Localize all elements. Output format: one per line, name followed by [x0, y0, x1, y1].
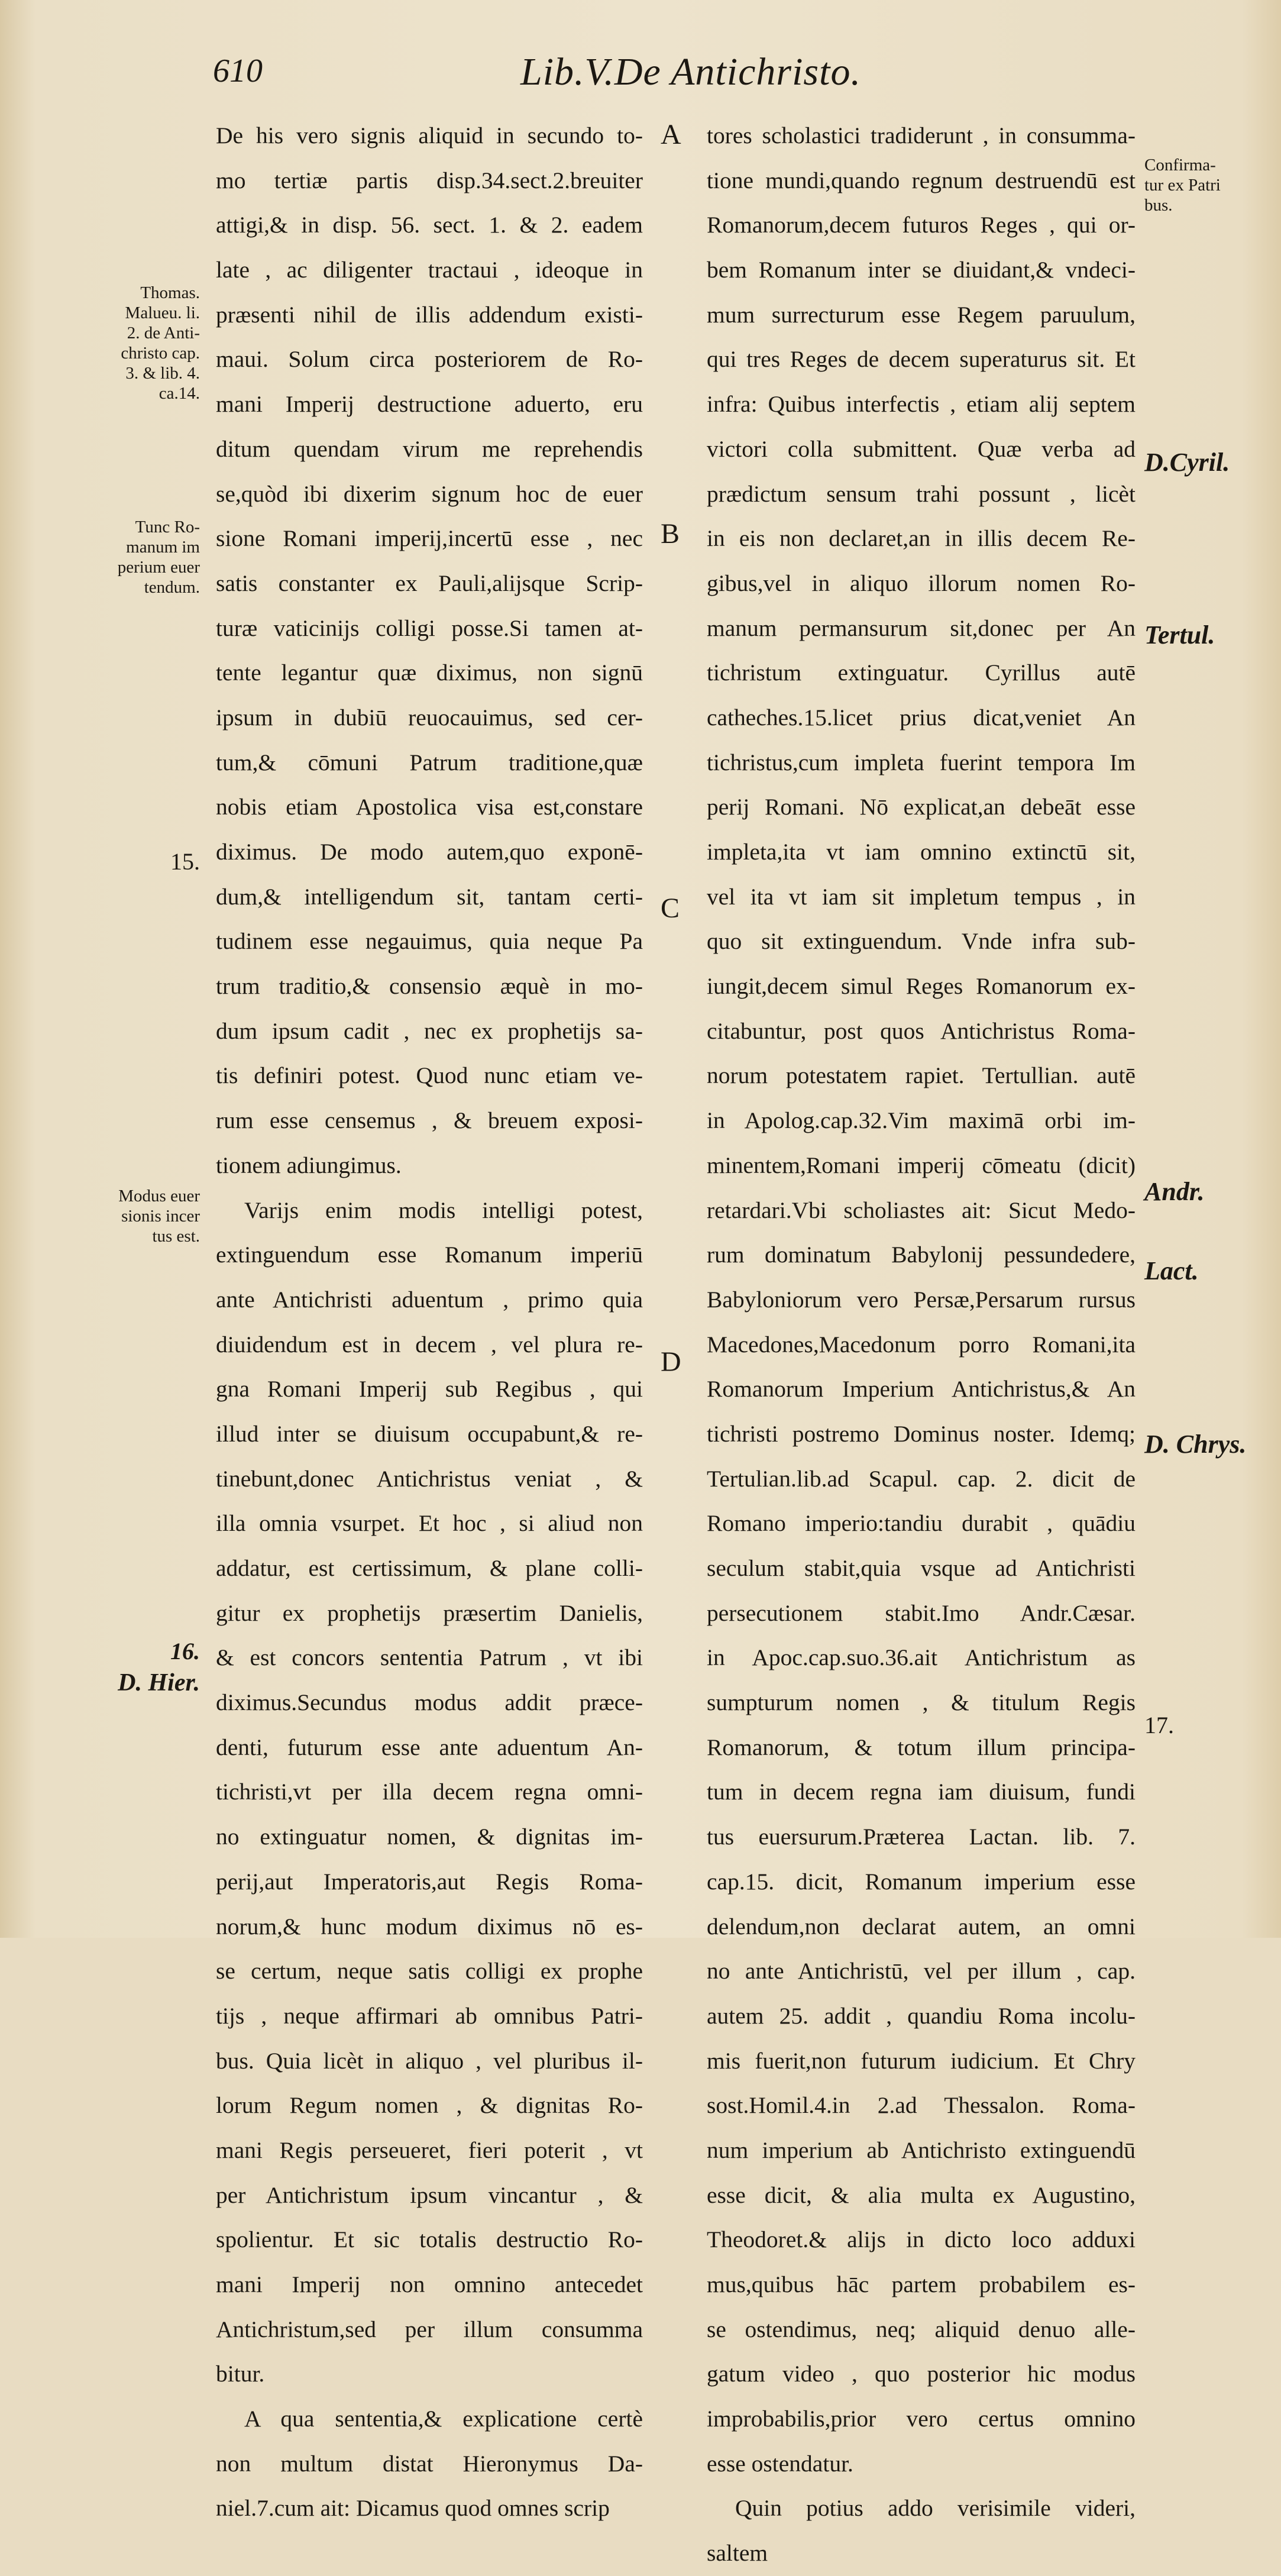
text-line: Romanorum,decem futuros Reges , qui or-	[707, 212, 1136, 238]
text-line: saltem	[707, 2540, 768, 2567]
running-head: Lib.V.De Antichristo.	[520, 50, 861, 93]
text-line: infra: Quibus interfectis , etiam alij septem	[707, 391, 1136, 418]
text-line: extinguendum esse Romanum imperiū	[216, 1242, 643, 1268]
margin-line: sionis incer	[121, 1207, 200, 1226]
text-line: & est concors sententia Patrum , vt ibi	[216, 1644, 643, 1671]
text-line: bus. Quia licèt in aliquo , vel pluribus il-	[216, 2047, 643, 2074]
margin-line: Malueu. li.	[125, 303, 200, 322]
text-line: rum dominatum Babylonij pessundedere,	[707, 1242, 1136, 1268]
text-line: mani Imperij destructione aduerto, eru	[216, 391, 643, 418]
text-line: manum permansurum sit,donec per An	[707, 615, 1136, 641]
text-line: esse dicit, & alia multa ex Augustino,	[707, 2181, 1136, 2208]
page-header	[213, 41, 1218, 101]
text-line: turæ vaticinijs colligi posse.Si tamen at-	[216, 615, 643, 641]
text-line: sost.Homil.4.in 2.ad Thessalon. Roma-	[707, 2092, 1136, 2119]
margin-note-andr: Andr.	[1144, 1177, 1205, 1206]
text-line: tinebunt,donec Antichristus veniat , &	[216, 1465, 643, 1492]
margin-note-modus	[82, 1186, 200, 1246]
text-line: illa omnia vsurpet. Et hoc , si aliud non	[216, 1510, 643, 1537]
text-line: gitur ex prophetijs præsertim Danielis,	[216, 1599, 643, 1626]
text-line: ipsum in dubiū reuocauimus, sed cer-	[216, 704, 643, 731]
text-line: no extinguatur nomen, & dignitas im-	[216, 1824, 643, 1850]
text-line: perij Romani. Nō explicat,an debeāt esse	[707, 794, 1136, 820]
text-line: se ostendimus, neq; aliquid denuo alle-	[707, 2316, 1136, 2342]
text-line: tichristum extinguatur. Cyrillus autē	[707, 660, 1136, 686]
text-line: attigi,& in disp. 56. sect. 1. & 2. eadem	[216, 212, 643, 238]
text-line: mis fuerit,non futurum iudicium. Et Chry	[707, 2047, 1136, 2074]
text-line: tente legantur quæ diximus, non signū	[216, 660, 643, 686]
text-line: per Antichristum ipsum vincantur , &	[216, 2181, 643, 2208]
section-letter-a: A	[661, 119, 681, 150]
margin-line: Tunc Ro-	[135, 518, 200, 536]
text-line: esse ostendatur.	[707, 2450, 853, 2477]
text-line: dum,& intelligendum sit, tantam certi-	[216, 883, 643, 910]
text-line: mani Regis perseueret, fieri poterit , vt	[216, 2137, 643, 2163]
text-line: gatum video , quo posterior hic modus	[707, 2361, 1136, 2387]
text-line: norum potestatem rapiet. Tertullian. autē	[707, 1062, 1136, 1089]
margin-line: perium euer	[117, 558, 200, 577]
text-line: autem 25. addit , quandiu Roma incolu-	[707, 2002, 1136, 2029]
text-line: dum ipsum cadit , nec ex prophetijs sa-	[216, 1017, 643, 1044]
text-line: mus,quibus hāc partem probabilem es-	[707, 2271, 1136, 2297]
text-line: tione mundi,quando regnum destruendū est	[707, 167, 1136, 193]
text-line: norum,& hunc modum diximus nō es-	[216, 1913, 643, 1940]
text-line: tichristi,vt per illa decem regna omni-	[216, 1779, 643, 1805]
margin-note-dhier: D. Hier.	[118, 1669, 200, 1696]
text-line: præsenti nihil de illis addendum existi-	[216, 301, 643, 328]
text-line: delendum,non declarat autem, an omni	[707, 1913, 1136, 1940]
left-text-column	[216, 114, 643, 2531]
text-line: mum surrecturum esse Regem paruulum,	[707, 301, 1136, 328]
text-line: sumpturum nomen , & titulum Regis	[707, 1689, 1136, 1716]
text-line: in Apolog.cap.32.Vim maximā orbi im-	[707, 1107, 1136, 1134]
text-line: addatur, est certissimum, & plane colli-	[216, 1555, 643, 1581]
text-line: mo tertiæ partis disp.34.sect.2.breuiter	[216, 167, 643, 193]
text-line: bitur.	[216, 2361, 265, 2387]
margin-line: Thomas.	[140, 283, 200, 302]
text-line: Tertulian.lib.ad Scapul. cap. 2. dicit de	[707, 1465, 1136, 1492]
margin-line: 3. & lib. 4.	[125, 364, 200, 383]
margin-line: christo cap.	[121, 344, 200, 363]
margin-number-16: 16.	[170, 1638, 200, 1664]
text-line: diuidendum est in decem , vel plura re-	[216, 1331, 643, 1358]
text-line: cap.15. dicit, Romanum imperium esse	[707, 1868, 1136, 1895]
margin-note-thomas	[82, 283, 200, 403]
text-line: no ante Antichristū, vel per illum , cap.	[707, 1958, 1136, 1984]
text-line: mani Imperij non omnino antecedet	[216, 2271, 643, 2297]
text-line: trum traditio,& consensio æquè in mo-	[216, 973, 643, 1000]
text-line: in Apoc.cap.suo.36.ait Antichristum as	[707, 1644, 1136, 1671]
text-line: retardari.Vbi scholiastes ait: Sicut Medo-	[707, 1197, 1136, 1223]
margin-note-tunc	[82, 517, 200, 597]
margin-note-tertul: Tertul.	[1144, 620, 1215, 649]
margin-note-dchrys: D. Chrys.	[1144, 1430, 1247, 1459]
text-line: spolientur. Et sic totalis destructio Ro-	[216, 2226, 643, 2253]
text-line: gibus,vel in aliquo illorum nomen Ro-	[707, 570, 1136, 596]
text-line: tis definiri potest. Quod nunc etiam ve-	[216, 1062, 643, 1089]
text-line: impleta,ita vt iam omnino extinctū sit,	[707, 839, 1136, 865]
text-line: ante Antichristi aduentum , primo quia	[216, 1286, 643, 1313]
text-line: se,quòd ibi dixerim signum hoc de euer	[216, 480, 643, 507]
text-line: lorum Regum nomen , & dignitas Ro-	[216, 2092, 643, 2119]
margin-line: tendum.	[144, 578, 200, 597]
text-line: tionem adiungimus.	[216, 1152, 402, 1178]
text-line: prædictum sensum trahi possunt , licèt	[707, 480, 1136, 507]
text-line: maui. Solum circa posteriorem de Ro-	[216, 346, 643, 373]
text-line: Theodoret.& alijs in dicto loco adduxi	[707, 2226, 1136, 2253]
text-line: improbabilis,prior vero certus omnino	[707, 2406, 1136, 2432]
text-line: qui tres Reges de decem superaturus sit. Et	[707, 346, 1136, 373]
margin-line: tus est.	[152, 1227, 200, 1246]
text-line: tus euersurum.Præterea Lactan. lib. 7.	[707, 1824, 1136, 1850]
text-line: niel.7.cum ait: Dicamus quod omnes scrip	[216, 2495, 610, 2522]
text-line: bem Romanum inter se diuidant,& vndeci-	[707, 257, 1136, 283]
text-line: diximus.Secundus modus addit præce-	[216, 1689, 643, 1716]
margin-number-15: 15.	[170, 848, 200, 875]
text-line: sione Romani imperij,incertū esse , nec	[216, 525, 643, 552]
text-line: gna Romani Imperij sub Regibus , qui	[216, 1376, 643, 1402]
text-line: A qua sententia,& explicatione certè	[244, 2406, 643, 2432]
margin-line: Modus euer	[118, 1187, 200, 1205]
text-line: rum esse censemus , & breuem exposi-	[216, 1107, 643, 1134]
text-line: illud inter se diuisum occupabunt,& re-	[216, 1420, 643, 1447]
text-line: Macedones,Macedonum porro Romani,ita	[707, 1331, 1136, 1358]
text-line: Antichristum,sed per illum consumma	[216, 2316, 643, 2342]
text-line: num imperium ab Antichristo extinguendū	[707, 2137, 1136, 2163]
margin-line: tur ex Patri	[1144, 176, 1221, 195]
margin-line: ca.14.	[158, 384, 200, 403]
text-line: Romano imperio:tandiu durabit , quādiu	[707, 1510, 1136, 1537]
margin-note-lact: Lact.	[1144, 1256, 1199, 1285]
section-letter-d: D	[661, 1346, 681, 1378]
text-line: non multum distat Hieronymus Da-	[216, 2450, 643, 2477]
text-line: seculum stabit,quia vsque ad Antichristi	[707, 1555, 1136, 1581]
text-line: Babyloniorum vero Persæ,Persarum rursus	[707, 1286, 1136, 1313]
text-line: tudinem esse negauimus, quia neque Pa	[216, 928, 643, 955]
text-line: satis constanter ex Pauli,alijsque Scrip-	[216, 570, 643, 596]
text-line: tichristi postremo Dominus noster. Idemq;	[707, 1420, 1136, 1447]
text-line: ditum quendam virum me reprehendis	[216, 435, 643, 462]
margin-number-17: 17.	[1144, 1712, 1174, 1738]
text-line: vel ita vt iam sit impletum tempus , in	[707, 883, 1136, 910]
margin-note-confirm	[1144, 155, 1263, 215]
text-line: tum,& cōmuni Patrum traditione,quæ	[216, 749, 643, 775]
text-line: in eis non declaret,an in illis decem Re-	[707, 525, 1136, 552]
text-line: Romanorum Imperium Antichristus,& An	[707, 1376, 1136, 1402]
right-text-column	[707, 114, 1136, 2576]
text-line: tores scholastici tradiderunt , in consumma-	[707, 122, 1136, 148]
text-line: late , ac diligenter tractaui , ideoque in	[216, 257, 643, 283]
text-line: se certum, neque satis colligi ex prophe	[216, 1958, 643, 1984]
text-line: Romanorum, & totum illum principa-	[707, 1734, 1136, 1760]
margin-line: manum im	[126, 538, 200, 557]
section-letter-c: C	[661, 893, 680, 924]
section-letter-b: B	[661, 518, 680, 550]
margin-line: Confirma-	[1144, 156, 1216, 174]
text-line: De his vero signis aliquid in secundo to-	[216, 122, 643, 148]
margin-line: 2. de Anti-	[127, 324, 200, 342]
text-line: citabuntur, post quos Antichristus Roma-	[707, 1017, 1136, 1044]
text-line: tijs , neque affirmari ab omnibus Patri-	[216, 2002, 643, 2029]
text-line: persecutionem stabit.Imo Andr.Cæsar.	[707, 1599, 1136, 1626]
margin-note-dcyril: D.Cyril.	[1144, 448, 1230, 477]
text-line: quo sit extinguendum. Vnde infra sub-	[707, 928, 1136, 955]
text-line: perij,aut Imperatoris,aut Regis Roma-	[216, 1868, 643, 1895]
text-line: tichristus,cum impleta fuerint tempora Im	[707, 749, 1136, 775]
text-line: denti, futurum esse ante aduentum An-	[216, 1734, 643, 1760]
text-line: tum in decem regna iam diuisum, fundi	[707, 1779, 1136, 1805]
text-line: Quin potius addo verisimile videri,	[735, 2495, 1136, 2522]
text-line: catheches.15.licet prius dicat,veniet An	[707, 704, 1136, 731]
margin-line: bus.	[1144, 196, 1173, 215]
page-number: 610	[213, 53, 263, 89]
text-line: iungit,decem simul Reges Romanorum ex-	[707, 973, 1136, 1000]
text-line: victori colla submittent. Quæ verba ad	[707, 435, 1136, 462]
text-line: Varijs enim modis intelligi potest,	[244, 1197, 643, 1223]
text-line: diximus. De modo autem,quo exponē-	[216, 839, 643, 865]
text-line: minentem,Romani imperij cōmeatu (dicit)	[707, 1152, 1136, 1178]
text-line: nobis etiam Apostolica visa est,constare	[216, 794, 643, 820]
